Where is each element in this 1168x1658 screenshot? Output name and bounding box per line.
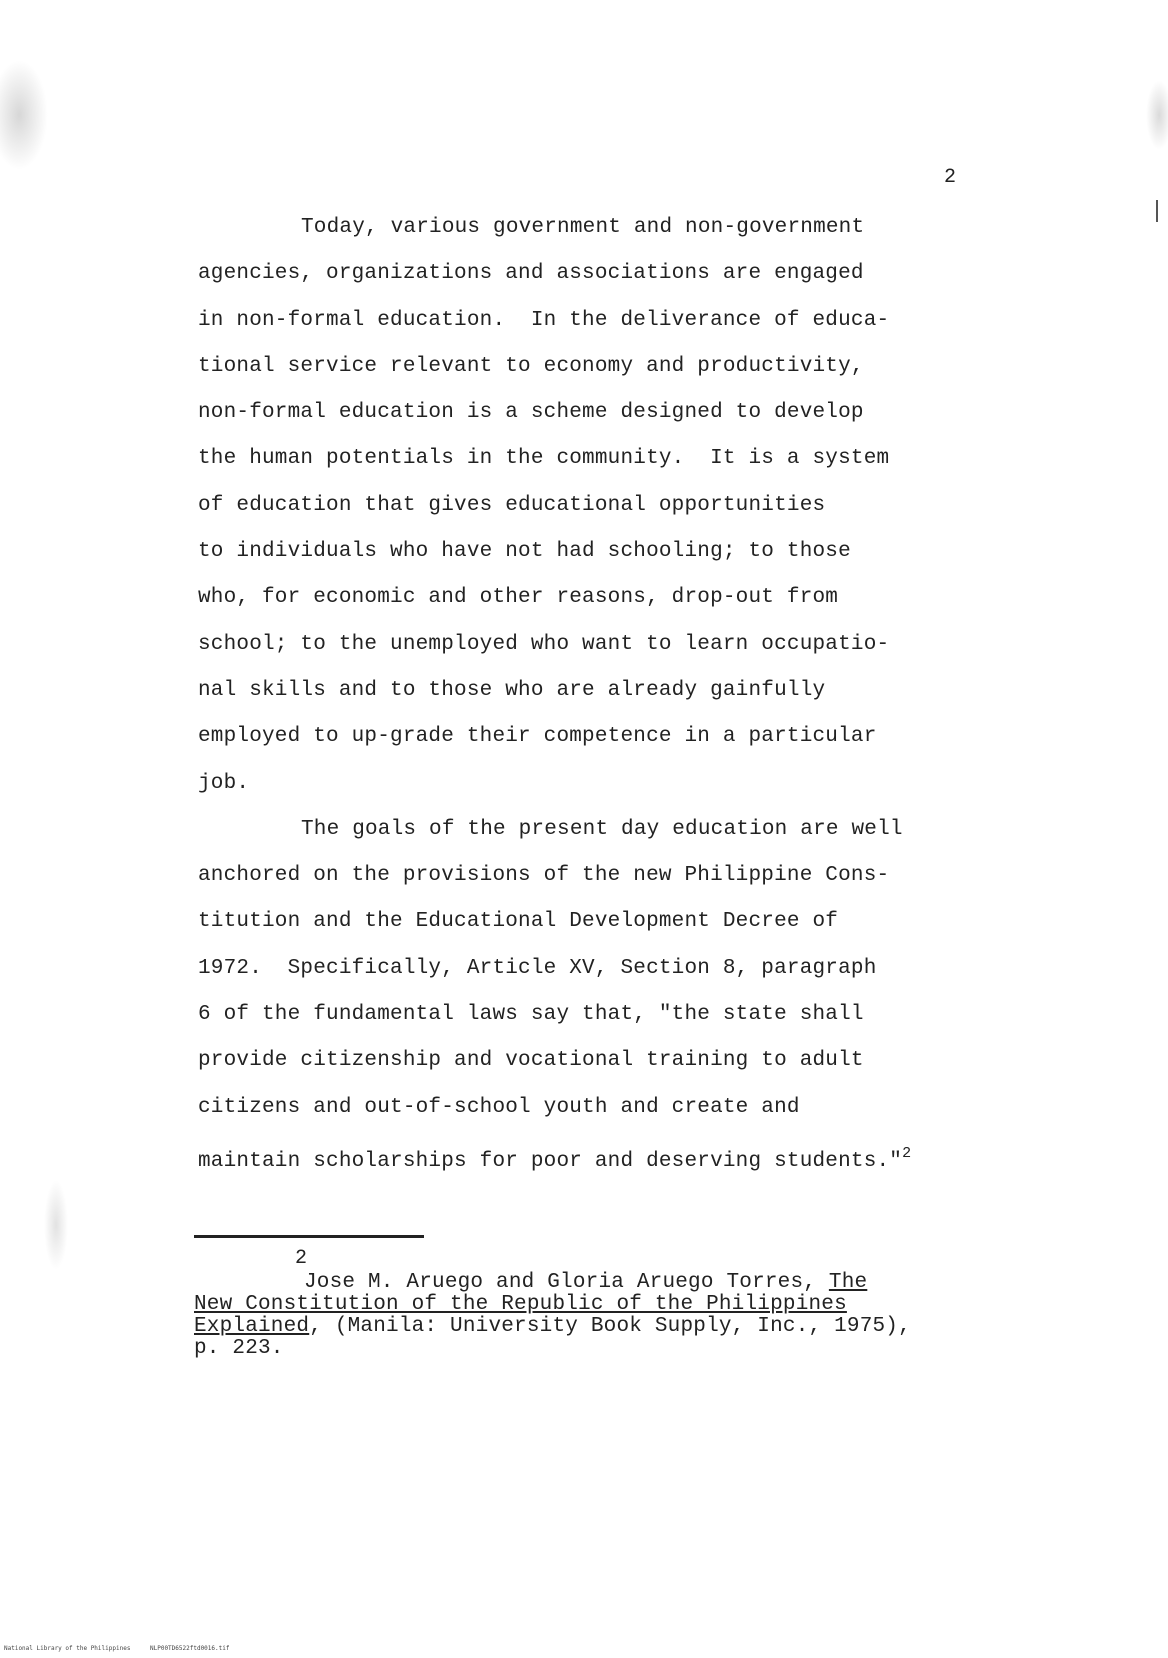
footnote-divider bbox=[194, 1235, 424, 1238]
paragraph-1-line: school; to the unemployed who want to learn occupatio- bbox=[198, 632, 890, 656]
paragraph-1-line: nal skills and to those who are already gainfully bbox=[198, 678, 826, 702]
footnote-reference: 2 bbox=[902, 1144, 912, 1162]
footnote-title-part: The bbox=[828, 1271, 868, 1294]
footnote-title-part: Explained bbox=[194, 1315, 310, 1338]
paragraph-1-line: the human potentials in the community. It is a system bbox=[198, 447, 890, 471]
paragraph-1-line: employed to up-grade their competence in a particular bbox=[198, 725, 877, 749]
paragraph-2-line: 1972. Specifically, Article XV, Section 8, paragraph bbox=[198, 956, 877, 980]
scan-artifact bbox=[1146, 80, 1168, 150]
body-text bbox=[198, 205, 978, 1177]
paragraph-1-line: of education that gives educational opportunities bbox=[198, 493, 826, 517]
paragraph-1-line: job. bbox=[198, 771, 250, 795]
paragraph-1-line: tional service relevant to economy and productivity, bbox=[198, 354, 864, 378]
paragraph-2-line: titution and the Educational Development Decree of bbox=[198, 910, 839, 934]
scan-artifact bbox=[44, 1180, 68, 1270]
paragraph-1-line: who, for economic and other reasons, drop-out from bbox=[198, 586, 839, 610]
paragraph-2-line: provide citizenship and vocational training to adult bbox=[198, 1049, 864, 1073]
paragraph-2-line: citizens and out-of-school youth and create and bbox=[198, 1095, 800, 1119]
paragraph-1-line: in non-formal education. In the deliverance of educa- bbox=[198, 308, 890, 332]
paragraph-1-line: non-formal education is a scheme designed to develop bbox=[198, 401, 864, 425]
scan-artifact bbox=[0, 60, 48, 170]
footnote-line bbox=[194, 1272, 994, 1294]
footnote-authors: Jose M. Aruego and Gloria Aruego Torres, bbox=[304, 1271, 829, 1294]
footnote-number: 2 bbox=[295, 1247, 308, 1270]
scan-file-label: NLP00TD6522ftd0016.tif bbox=[150, 1645, 230, 1652]
footnote-publication: , (Manila: University Book Supply, Inc., 1975), bbox=[309, 1315, 911, 1338]
paragraph-2-line: The goals of the present day education are well bbox=[301, 817, 903, 841]
page-number: 2 bbox=[944, 166, 957, 189]
paragraph-2-last-line-text: maintain scholarships for poor and deserving students." bbox=[198, 1149, 903, 1173]
footnote-line: p. 223. bbox=[194, 1337, 284, 1360]
scan-artifact bbox=[1156, 200, 1158, 222]
paragraph-2-line: anchored on the provisions of the new Philippine Cons- bbox=[198, 864, 890, 888]
footnote-line bbox=[194, 1294, 994, 1316]
paragraph-2-line bbox=[198, 1131, 978, 1177]
footnote-line bbox=[194, 1316, 994, 1338]
footnote bbox=[194, 1272, 994, 1360]
paragraph-1-line: agencies, organizations and associations are engaged bbox=[198, 262, 864, 286]
scan-source-label: National Library of the Philippines bbox=[4, 1645, 131, 1652]
paragraph-1-line: to individuals who have not had schooling; to those bbox=[198, 540, 851, 564]
paragraph-2-line: 6 of the fundamental laws say that, "the state shall bbox=[198, 1003, 864, 1027]
paragraph-1-line: Today, various government and non-government bbox=[301, 216, 865, 239]
footnote-title-part: New Constitution of the Republic of the Philippines bbox=[194, 1293, 847, 1316]
